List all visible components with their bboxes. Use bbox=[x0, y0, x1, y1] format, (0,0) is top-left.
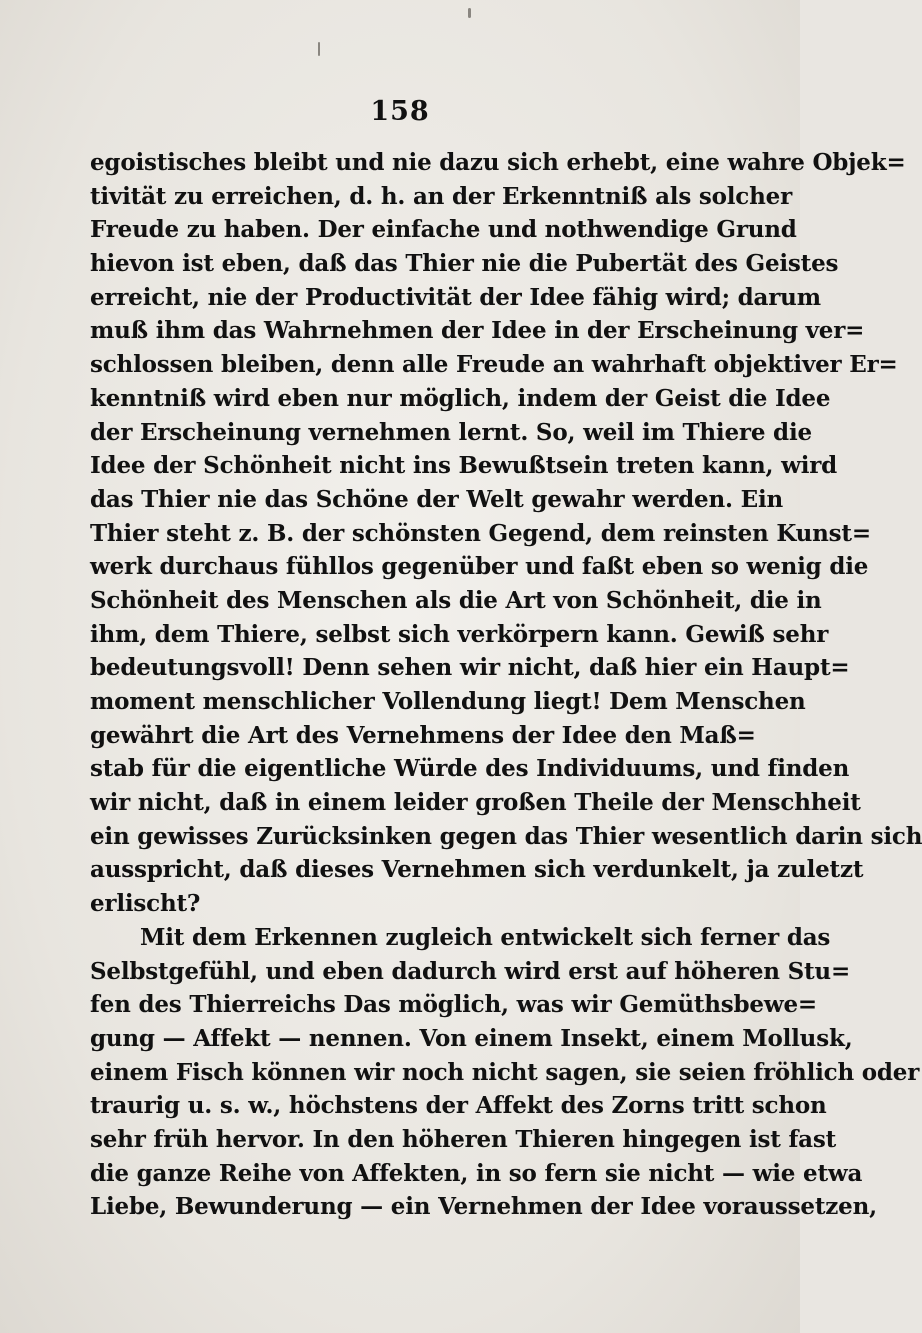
text-line: moment menschlicher Vollendung liegt! Dem Menschen bbox=[90, 688, 806, 715]
text-line: die ganze Reihe von Affekten, in so fern sie nicht — wie etwa bbox=[90, 1159, 863, 1187]
text-line: tivität zu erreichen, d. h. an der Erkenntniß als solcher bbox=[90, 182, 792, 210]
text-line: Selbstgefühl, und eben dadurch wird erst auf höheren Stu= bbox=[90, 957, 851, 985]
text-line: Mit dem Erkennen zugleich entwickelt sich ferner das bbox=[140, 923, 831, 951]
text-line: wir nicht, daß in einem leider großen Theile der Menschheit bbox=[90, 789, 861, 817]
text-line: ausspricht, daß dieses Vernehmen sich verdunkelt, ja zuletzt bbox=[90, 856, 864, 884]
text-line: stab für die eigentliche Würde des Individuums, und finden bbox=[90, 755, 850, 783]
text-line: Idee der Schönheit nicht ins Bewußtsein treten kann, wird bbox=[90, 452, 838, 480]
text-line: erreicht, nie der Productivität der Idee fähig wird; darum bbox=[90, 283, 821, 311]
print-speck bbox=[468, 8, 471, 18]
text-line: werk durchaus fühllos gegenüber und faßt eben so wenig die bbox=[90, 553, 869, 581]
page-number: 158 bbox=[370, 96, 430, 127]
print-speck bbox=[318, 42, 320, 56]
text-line: kenntniß wird eben nur möglich, indem der Geist die Idee bbox=[90, 384, 831, 412]
text-line: traurig u. s. w., höchstens der Affekt des Zorns tritt schon bbox=[90, 1092, 827, 1120]
text-line: hievon ist eben, daß das Thier nie die Pubertät des Geistes bbox=[90, 250, 839, 278]
text-line: das Thier nie das Schöne der Welt gewahr werden. Ein bbox=[90, 485, 784, 513]
text-line: Schönheit des Menschen als die Art von Schönheit, die in bbox=[90, 586, 822, 614]
text-line: gewährt die Art des Vernehmens der Idee den Maß= bbox=[90, 721, 756, 749]
text-line: fen des Thierreichs Das möglich, was wir Gemüthsbewe= bbox=[90, 991, 817, 1019]
text-line: Thier steht z. B. der schönsten Gegend, dem reinsten Kunst= bbox=[90, 519, 871, 547]
text-line: sehr früh hervor. In den höheren Thieren hingegen ist fast bbox=[90, 1125, 837, 1153]
text-line: muß ihm das Wahrnehmen der Idee in der Erscheinung ver= bbox=[90, 317, 865, 345]
text-line: bedeutungsvoll! Denn sehen wir nicht, daß hier ein Haupt= bbox=[90, 654, 850, 682]
text-line: der Erscheinung vernehmen lernt. So, weil im Thiere die bbox=[90, 418, 812, 446]
text-line: egoistisches bleibt und nie dazu sich erhebt, eine wahre Objek= bbox=[90, 149, 906, 176]
text-line: schlossen bleiben, denn alle Freude an wahrhaft objektiver Er= bbox=[90, 351, 898, 379]
text-line: ein gewisses Zurücksinken gegen das Thier wesentlich darin sich bbox=[90, 822, 922, 850]
text-line: erlischt? bbox=[90, 890, 201, 918]
text-line: gung — Affekt — nennen. Von einem Insekt, einem Mollusk, bbox=[90, 1024, 853, 1052]
text-line: Freude zu haben. Der einfache und nothwendige Grund bbox=[90, 216, 797, 244]
text-line: ihm, dem Thiere, selbst sich verkörpern kann. Gewiß sehr bbox=[90, 620, 829, 648]
text-line: Liebe, Bewunderung — ein Vernehmen der Idee voraussetzen, bbox=[90, 1193, 877, 1221]
body-text bbox=[90, 146, 922, 1224]
text-line: einem Fisch können wir noch nicht sagen, sie seien fröhlich oder bbox=[90, 1058, 920, 1086]
